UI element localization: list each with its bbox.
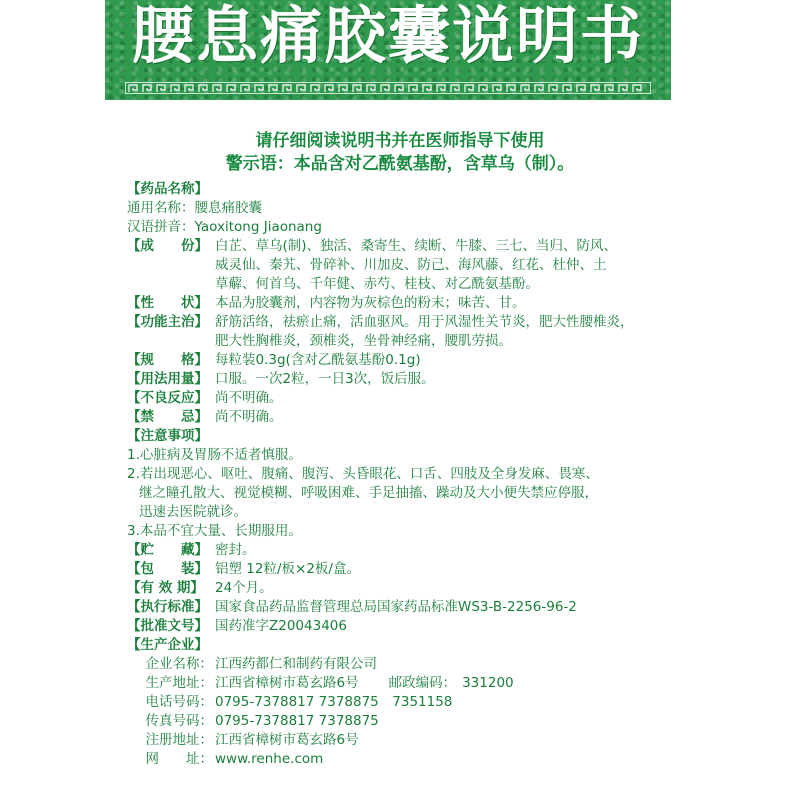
validity-value: 24个月。 [215, 580, 273, 596]
ingredients-label: 【成 份】 [127, 238, 208, 254]
approval-value: 国药准字Z20043406 [215, 618, 347, 634]
website-value: www.renhe.com [215, 751, 324, 767]
common-name-value: 腰息痛胶囊 [194, 200, 262, 216]
phone-label: 电话号码： [145, 694, 213, 710]
drug-name-header: 【药品名称】 [127, 181, 208, 197]
indications-label: 【功能主治】 [127, 314, 208, 330]
appearance-row [127, 294, 687, 313]
standard-value: 国家食品药品监督管理总局国家药品标准WS3-B-2256-96-2 [215, 599, 577, 615]
adverse-row [127, 389, 687, 408]
adverse-value: 尚不明确。 [215, 390, 283, 406]
precautions-header: 【注意事项】 [127, 428, 208, 444]
standard-row [127, 598, 687, 617]
registered-address-label: 注册地址： [145, 732, 213, 748]
packaging-label: 【包 装】 [127, 561, 208, 577]
ingredients-line: 威灵仙、秦艽、骨碎补、川加皮、防己、海风藤、红花、杜仲、土 [215, 257, 607, 273]
storage-label: 【贮 藏】 [127, 542, 208, 558]
indications-row [127, 313, 687, 332]
spec-row [127, 351, 687, 370]
leaflet-body [127, 180, 687, 769]
phone-value: 0795-7378817 7378875 7351158 [215, 694, 453, 710]
validity-row [127, 579, 687, 598]
adverse-label: 【不良反应】 [127, 390, 208, 406]
precaution-line: 继之瞳孔散大、视觉模糊、呼吸困难、手足抽搐、躁动及大小便失禁应停服， [139, 485, 598, 501]
fax-value: 0795-7378817 7378875 [215, 713, 379, 729]
postcode-value: 331200 [462, 675, 514, 691]
indications-line: 肥大性胸椎炎，颈椎炎，坐骨神经痛，腰肌劳损。 [215, 333, 512, 349]
warning-notice: 警示语：本品含对乙酰氨基酚，含草乌（制）。 [225, 154, 575, 174]
pinyin-value: Yaoxitong Jiaonang [194, 219, 322, 235]
precaution-line: 迅速去医院就诊。 [139, 504, 247, 520]
approval-row [127, 617, 687, 636]
company-value: 江西药都仁和制药有限公司 [215, 656, 377, 672]
ingredients-line: 草薢、何首乌、千年健、赤芍、桂枝、对乙酰氨基酚。 [215, 276, 539, 292]
pinyin-row [127, 218, 687, 237]
approval-label: 【批准文号】 [127, 618, 208, 634]
ingredients-line: 白芷、草乌(制)、独活、桑寄生、续断、牛膝、三七、当归、防风、 [215, 238, 618, 254]
storage-value: 密封。 [215, 542, 256, 558]
appearance-value: 本品为胶囊剂，内容物为灰棕色的粉末；味苦、甘。 [215, 295, 526, 311]
packaging-row [127, 560, 687, 579]
website-label: 网 址： [145, 751, 213, 767]
contraindication-label: 【禁 忌】 [127, 409, 208, 425]
address-label: 生产地址： [145, 675, 213, 691]
ingredients-row [127, 237, 687, 256]
dosage-row [127, 370, 687, 389]
address-value: 江西省樟树市葛玄路6号 [215, 675, 359, 691]
pinyin-label: 汉语拼音： [127, 219, 195, 235]
common-name-label: 通用名称： [127, 200, 195, 216]
company-row [127, 655, 687, 674]
contraindication-value: 尚不明确。 [215, 409, 283, 425]
precaution-line: 3.本品不宜大量、长期服用。 [127, 523, 302, 539]
spec-value: 每粒装0.3g(含对乙酰氨基酚0.1g) [215, 352, 421, 368]
manufacturer-header: 【生产企业】 [127, 637, 208, 653]
usage-notice: 请仔细阅读说明书并在医师指导下使用 [255, 131, 545, 151]
dosage-label: 【用法用量】 [127, 371, 208, 387]
company-label: 企业名称： [145, 656, 213, 672]
appearance-label: 【性 状】 [127, 295, 208, 311]
spec-label: 【规 格】 [127, 352, 208, 368]
fax-label: 传真号码： [145, 713, 213, 729]
registered-address-value: 江西省樟树市葛玄路6号 [215, 732, 359, 748]
phone-row [127, 693, 687, 712]
dosage-value: 口服。一次2粒，一日3次，饭后服。 [215, 371, 435, 387]
fax-row [127, 712, 687, 731]
packaging-value: 铝塑 12粒/板×2板/盒。 [215, 561, 360, 577]
precaution-line: 1.心脏病及胃肠不适者慎服。 [127, 447, 302, 463]
standard-label: 【执行标准】 [127, 599, 208, 615]
common-name-row [127, 199, 687, 218]
precaution-line: 2.若出现恶心、呕吐、腹痛、腹泻、头昏眼花、口舌、四肢及全身发麻、畏寒、 [127, 466, 599, 482]
greek-key-border [125, 82, 651, 94]
postcode-label: 邮政编码： [388, 675, 457, 691]
registered-address-row [127, 731, 687, 750]
website-row [127, 750, 687, 769]
validity-label: 【有 效 期】 [127, 580, 204, 596]
address-row [127, 674, 687, 693]
storage-row [127, 541, 687, 560]
indications-line: 舒筋活络，祛瘀止痛，活血驱风。用于风湿性关节炎，肥大性腰椎炎， [215, 314, 634, 330]
document-title: 腰息痛胶囊说明书 [131, 0, 644, 72]
contraindication-row [127, 408, 687, 427]
title-banner [105, 0, 671, 100]
